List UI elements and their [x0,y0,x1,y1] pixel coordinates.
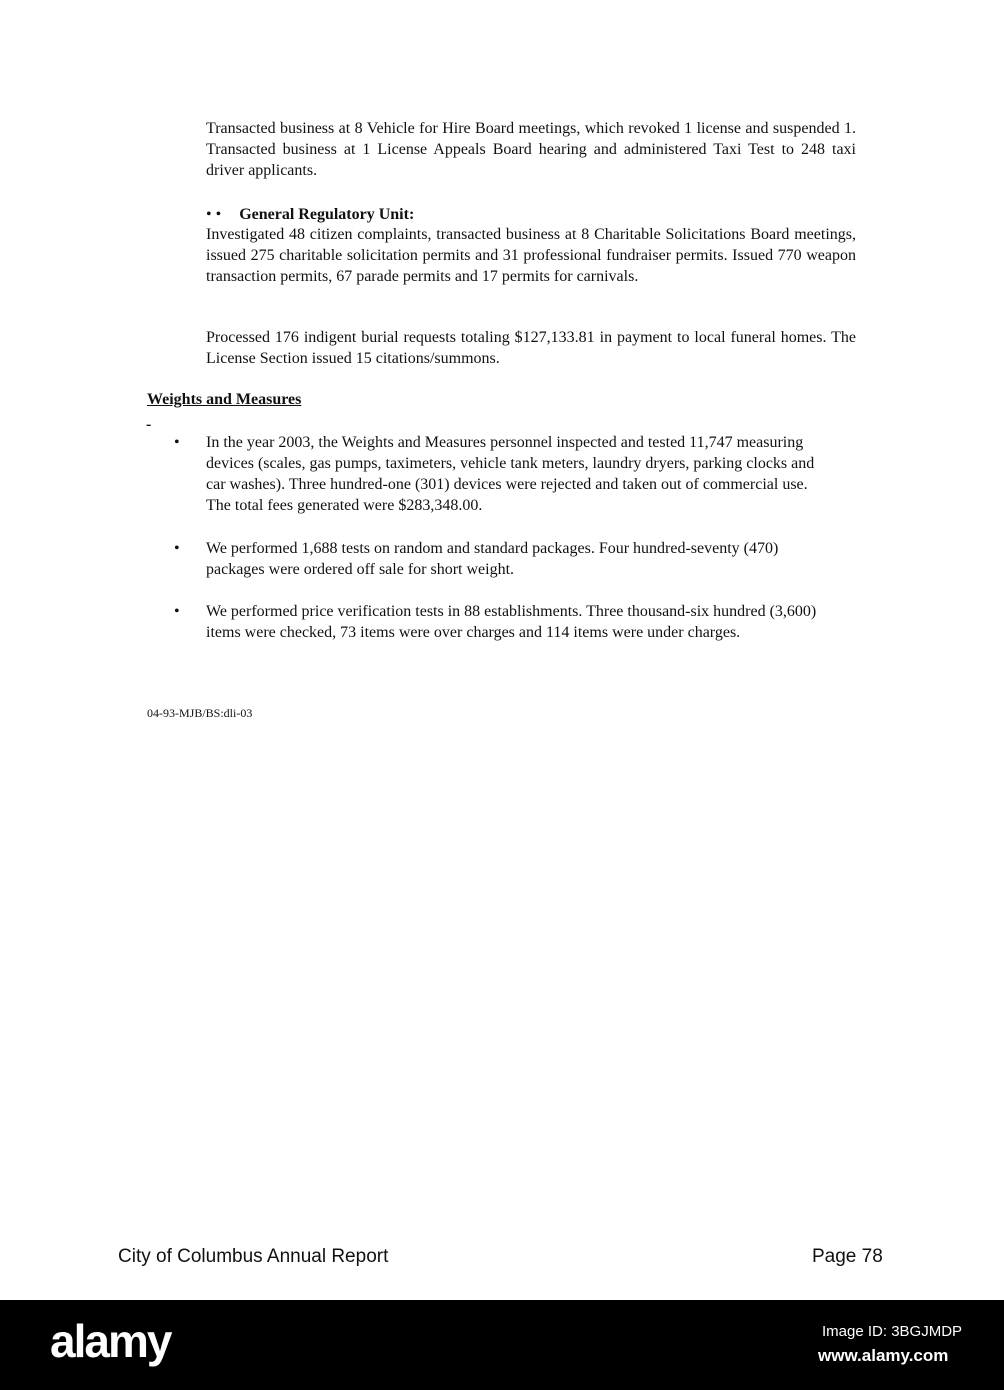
footer-report-title: City of Columbus Annual Report [118,1246,389,1267]
list-item: We performed price verification tests in 88 establishments. Three thousand-six hundred (3,600) items were checked, 73 items were over charges and 114 items were under charges. [206,603,817,641]
bullet-icon: • [174,540,180,557]
image-id-text: Image ID: 3BGJMDP [822,1323,963,1340]
paragraph-vehicle-for-hire: Transacted business at 8 Vehicle for Hire Board meetings, which revoked 1 license and suspended 1. Transacted business at 1 License Appeals Board hearing and administered Taxi Test to 248 taxi driver applicants. [206,120,856,179]
paragraph-regulatory-unit: Investigated 48 citizen complaints, transacted business at 8 Charitable Solicitations Board meetings, issued 275 charitable solicitation permits and 31 professional fundraiser permits. Issued 770 weapon transaction permits, 67 parade permits and 17 permits for carnivals. [206,226,856,285]
site-url-text: www.alamy.com [818,1346,949,1365]
alamy-logo: alamy [50,1315,171,1367]
unit-heading-text: General Regulatory Unit: [239,206,415,223]
list-item: We performed 1,688 tests on random and standard packages. Four hundred-seventy (470) packages were ordered off sale for short weight. [206,540,779,578]
document-code: 04-93-MJB/BS:dli-03 [147,706,253,720]
watermark-bar [0,1300,1004,1390]
footer-page-number: Page 78 [812,1246,883,1267]
dash-mark: - [146,416,152,433]
paragraph-indigent-burial: Processed 176 indigent burial requests totaling $127,133.81 in payment to local funeral homes. The License Section issued 15 citations/summons. [206,329,856,367]
bullet-icon: • [174,434,180,451]
section-title-weights-measures: Weights and Measures [147,391,302,408]
bullet-icon: • • [206,206,222,223]
list-item: In the year 2003, the Weights and Measures personnel inspected and tested 11,747 measuring devices (scales, gas pumps, taximeters, vehicle tank meters, laundry dryers, parking clocks and car washes). Three hundred-one (301) devices were rejected and taken out of commercial use. The total fees generated were $283,348.00. [206,434,815,514]
general-regulatory-unit-heading [206,204,414,225]
bullet-icon: • [174,603,180,620]
